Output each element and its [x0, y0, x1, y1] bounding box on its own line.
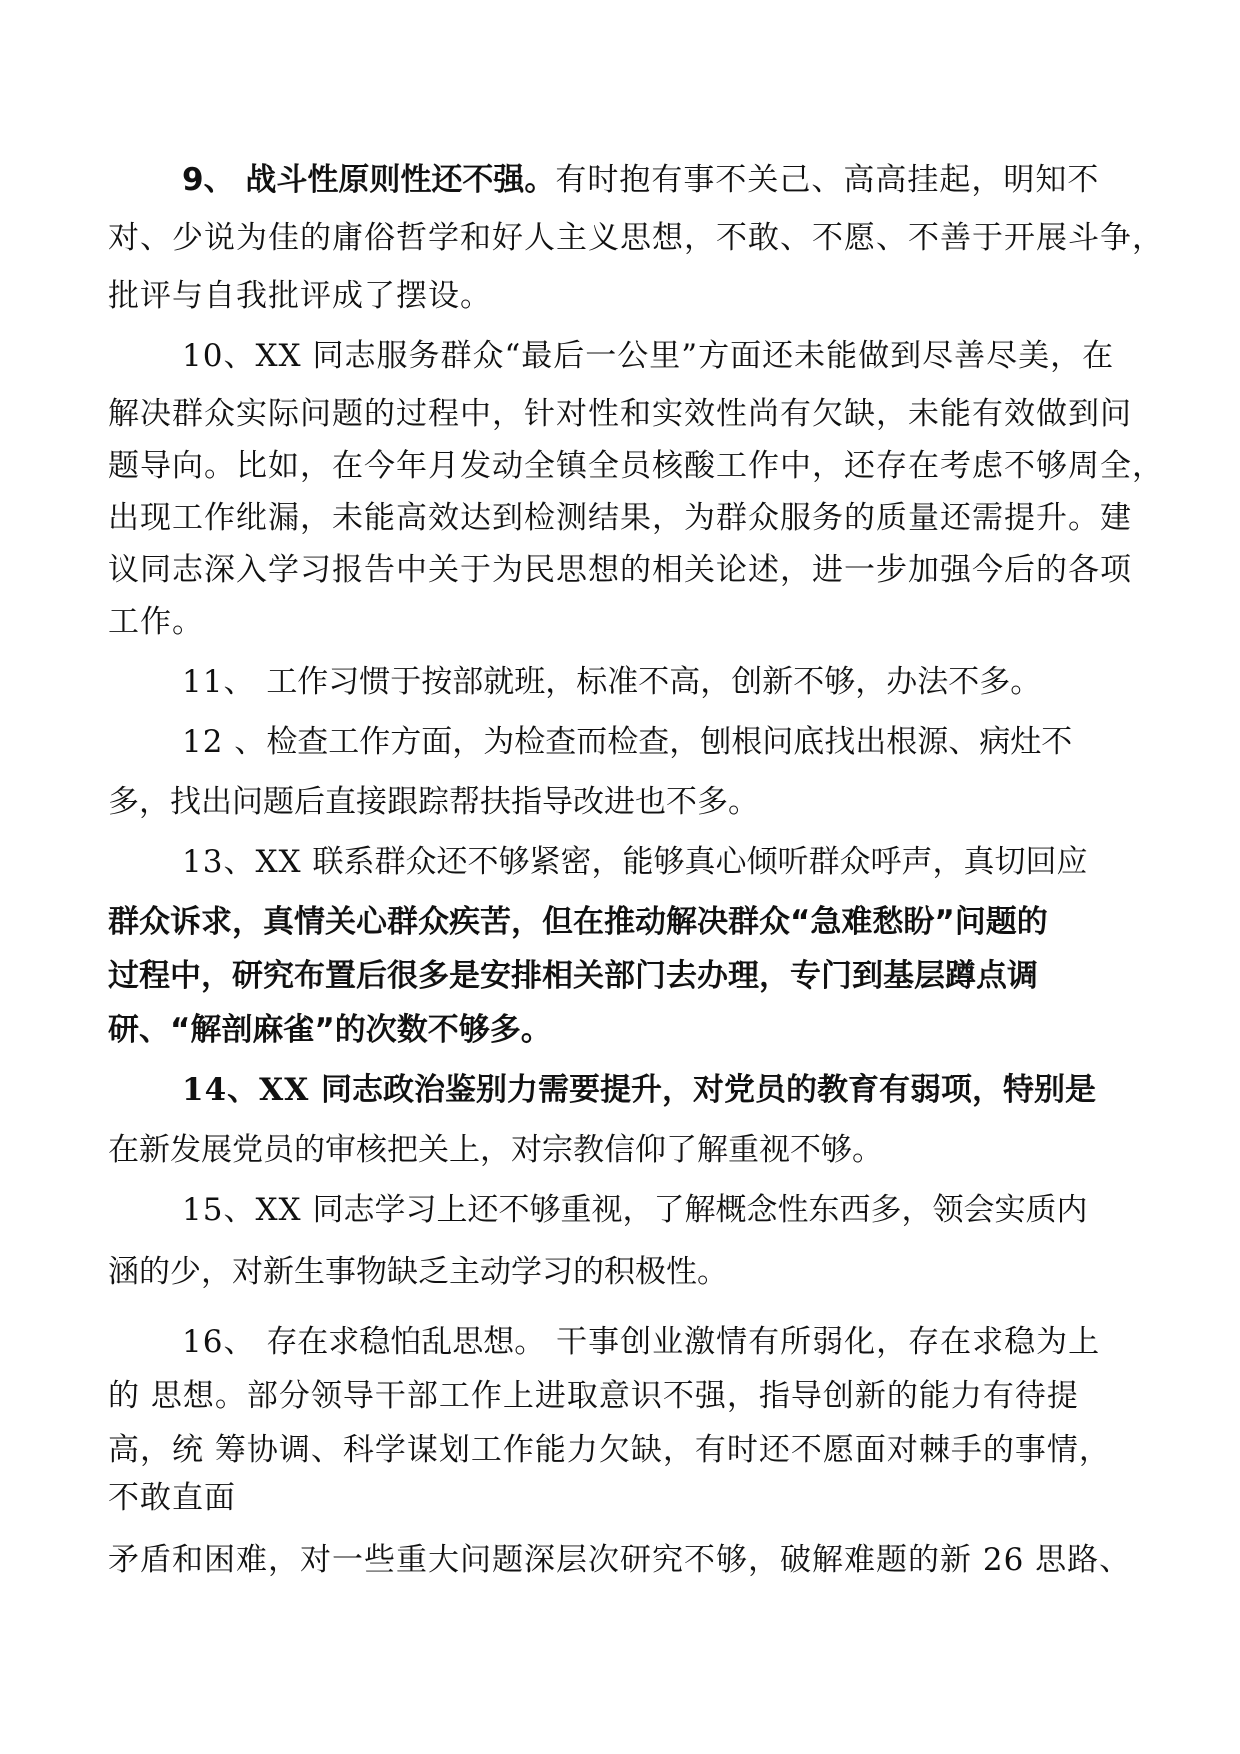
item-14-number: 14、XX [182, 1072, 322, 1108]
text-span: 高，统 筹协调、科学谋划工作能力欠缺，有时还不愿面对棘手的事情， [108, 1432, 1111, 1468]
item-15-number: 15、XX [182, 1192, 313, 1228]
text-line-9 [108, 602, 204, 642]
text-line-7 [108, 498, 1132, 538]
text-span: 工作。 [108, 604, 204, 640]
text-line-18 [108, 1130, 883, 1170]
text-line-25 [108, 1540, 1131, 1580]
text-span: 题导向。比如，在今年月发动全镇全员核酸工作中，还存在考虑不够周全， [108, 448, 1164, 484]
text-line-11 [182, 722, 1072, 762]
text-line-13 [182, 842, 1087, 882]
item-13-number: 13、XX [182, 844, 313, 880]
text-span: 的 思想。部分领导干部工作上进取意识不强，指导创新的能力有待提 [108, 1378, 1079, 1414]
text-line-16 [108, 1010, 552, 1050]
item-13-text: 联系群众还不够紧密，能够真心倾听群众呼声，真切回应 [312, 844, 1088, 880]
text-span: 矛盾和困难，对一些重大问题深层次研究不够，破解难题的新 26 思路、 [108, 1542, 1132, 1578]
text-line-1 [182, 160, 1099, 200]
text-line-17 [182, 1070, 1096, 1110]
text-line-6 [108, 446, 1164, 486]
item-11-text: 工作习惯于按部就班，标准不高，创新不够，办法不多。 [266, 664, 1042, 700]
text-line-12 [108, 782, 759, 822]
text-line-14 [108, 902, 1048, 942]
text-line-19 [182, 1190, 1087, 1230]
text-span: 对、少说为佳的庸俗哲学和好人主义思想，不敢、不愿、不善于开展斗争， [108, 220, 1164, 256]
text-span: 多，找出问题后直接跟踪帮扶指导改进也不多。 [108, 784, 759, 820]
text-span: 研、“解剖麻雀”的次数不够多。 [108, 1012, 552, 1048]
text-line-8 [108, 550, 1132, 590]
item-16-heading: 存在求稳怕乱思想。 [266, 1324, 546, 1360]
text-span: 涵的少，对新生事物缺乏主动学习的积极性。 [108, 1254, 728, 1290]
text-span: 过程中，研究布置后很多是安排相关部门去办理，专门到基层蹲点调 [108, 958, 1038, 994]
text-line-24 [108, 1478, 236, 1518]
text-span: 群众诉求，真情关心群众疾苦，但在推动解决群众“急难愁盼”问题的 [108, 904, 1048, 940]
text-span: 出现工作纰漏，未能高效达到检测结果，为群众服务的质量还需提升。建 [108, 500, 1132, 536]
text-line-3 [108, 276, 492, 316]
item-15-text: 同志学习上还不够重视，了解概念性东西多，领会实质内 [312, 1192, 1088, 1228]
item-9-heading: 战斗性原则性还不强。 [234, 162, 556, 198]
item-12-text: 检查工作方面，为检查而检查，刨根问底找出根源、病灶不 [266, 724, 1073, 760]
item-16-text: 干事创业激情有所弱化，存在求稳为上 [545, 1324, 1101, 1360]
text-span: 在新发展党员的审核把关上，对宗教信仰了解重视不够。 [108, 1132, 883, 1168]
text-span: 批评与自我批评成了摆设。 [108, 278, 492, 314]
text-line-2 [108, 218, 1164, 258]
text-line-15 [108, 956, 1038, 996]
item-12-number: 12 、 [182, 724, 267, 760]
item-9-text: 有时抱有事不关己、高高挂起，明知不 [555, 162, 1100, 198]
item-16-number: 16、 [182, 1324, 267, 1360]
text-line-21 [182, 1322, 1100, 1362]
text-line-23 [108, 1430, 1111, 1470]
text-line-22 [108, 1376, 1079, 1416]
text-span: 解决群众实际问题的过程中，针对性和实效性尚有欠缺，未能有效做到问 [108, 396, 1132, 432]
item-10-text: 10、XX 同志服务群众“最后一公里”方面还未能做到尽善尽美，在 [182, 338, 1115, 374]
text-line-10 [182, 662, 1041, 702]
text-line-4 [182, 336, 1114, 376]
text-line-5 [108, 394, 1132, 434]
item-11-number: 11、 [182, 664, 267, 700]
text-span: 不敢直面 [108, 1480, 236, 1516]
item-14-text: 同志政治鉴别力需要提升，对党员的教育有弱项，特别是 [321, 1072, 1097, 1108]
text-line-20 [108, 1252, 728, 1292]
text-span: 议同志深入学习报告中关于为民思想的相关论述，进一步加强今后的各项 [108, 552, 1132, 588]
item-9-number: 9、 [182, 162, 235, 198]
